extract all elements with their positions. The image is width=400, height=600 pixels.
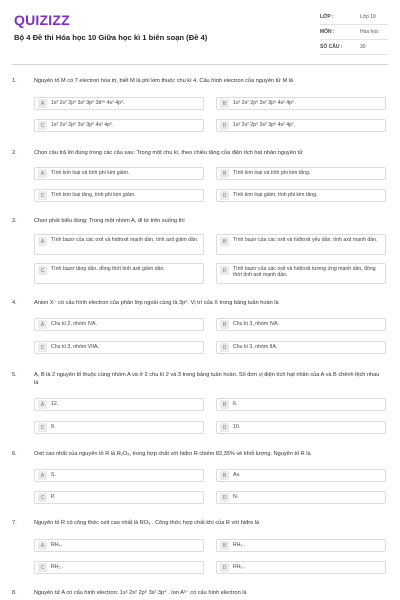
option-a[interactable] [34,97,204,110]
option-c[interactable] [34,421,204,434]
option-text: 1s² 2s² 2p⁶ 3s² 3p⁶ 4s² 4p⁵. [233,100,296,107]
option-text: RH₅ . [233,564,246,571]
option-letter: D [220,343,229,352]
option-b[interactable] [216,234,386,255]
question-number: 4. [12,300,17,306]
option-text: Chu kì 3, nhóm IIA. [233,344,278,351]
option-text: Chu kì 3, nhóm VIIA. [51,344,99,351]
option-a[interactable] [34,167,204,180]
option-letter: D [220,191,229,200]
question-text: Chọn câu trả lời đúng trong các câu sau: Trong một chu kì, theo chiều tăng của điện tích hạt nhân nguyên tử [34,150,303,156]
option-text: RH₄. [51,542,63,549]
option-text: Chu kì 2, nhóm IVA. [51,321,98,328]
option-letter: B [220,400,229,409]
option-b[interactable] [216,539,386,552]
question-text: Anion X⁻ có cấu hình electron của phân lớp ngoài cùng là 3p⁶. Vị trí của X trong bảng tuần hoàn là [34,300,279,306]
option-text: Tính kim loại và tính phi kim tăng. [233,170,311,177]
option-b[interactable] [216,469,386,482]
option-text: 6. [233,401,238,408]
option-letter: C [38,493,47,502]
question-text: Chọn phát biểu đúng: Trong một nhóm A, đi từ trên xuống thì [34,218,185,224]
info-label-subject: MÔN : [320,29,335,35]
option-text: Tính kim loại và tính phi kim giảm. [51,170,130,177]
option-a[interactable] [34,469,204,482]
option-letter: A [38,400,47,409]
option-text: P. [51,494,56,501]
option-letter: D [220,121,229,130]
option-c[interactable] [34,263,204,284]
question-number: 5. [12,372,17,378]
option-letter: B [220,237,229,246]
option-text: 1s² 2s² 2p⁶ 3s² 3p⁶ 4s² 4p⁷. [233,122,296,129]
option-a[interactable] [34,398,204,411]
worksheet-header [0,0,400,62]
quizizz-logo: QUIZIZZ [14,12,70,28]
option-b[interactable] [216,167,386,180]
question-number: 3. [12,218,17,224]
option-text: 10. [233,424,241,431]
option-letter: B [220,169,229,178]
option-a[interactable] [34,318,204,331]
question-text: Nguyên tố M có 7 electron hóa trị, biết M là phi kim thuộc chu kì 4. Cấu hình electron của nguyên tử M là [34,78,294,84]
option-letter: C [38,423,47,432]
option-b[interactable] [216,97,386,110]
option-letter: D [220,423,229,432]
option-text: 8. [51,424,56,431]
option-letter: A [38,237,47,246]
option-letter: B [220,320,229,329]
question-number: 7. [12,520,17,526]
option-letter: A [38,169,47,178]
option-c[interactable] [34,341,204,354]
header-divider [12,64,388,65]
option-letter: C [38,343,47,352]
question-text: A, B là 2 nguyên tố thuộc cùng nhóm A và ở 2 chu kì 2 và 3 trong bảng tuần hoàn. Số đơn vị điện tích hạt nhân của A và B chênh lệch nhau là [34,372,380,386]
option-letter: A [38,320,47,329]
option-letter: D [220,563,229,572]
worksheet-info-table [320,10,388,55]
option-letter: C [38,121,47,130]
option-b[interactable] [216,318,386,331]
info-row-question-count [320,40,388,55]
question-number: 6. [12,451,17,457]
info-row-class [320,10,388,25]
info-value-class: Lớp 10 [360,14,376,20]
option-text: Tính bazơ của các oxit và hiđroxit mạnh dần, tính axit giảm dần. [51,237,199,243]
question-number: 8. [12,590,17,596]
option-letter: A [38,99,47,108]
option-text: RH₃ . [233,542,246,549]
option-letter: D [220,493,229,502]
option-c[interactable] [34,119,204,132]
option-text: Chu kì 3, nhóm IVA. [233,321,280,328]
option-text: 12. [51,401,59,408]
question-number: 2. [12,150,17,156]
question-text: Nguyên tử A có cấu hình electron: 1s² 2s² 2p⁶ 3s² 3p⁴ . Ion A²⁻ có cấu hình electron là [34,590,247,596]
option-d[interactable] [216,561,386,574]
option-d[interactable] [216,189,386,202]
option-text: RH₂ . [51,564,64,571]
info-label-question-count: SỐ CÂU : [320,44,343,50]
option-a[interactable] [34,539,204,552]
option-letter: B [220,541,229,550]
info-value-subject: Hóa học [360,29,379,35]
worksheet-title: Bộ 4 Đề thi Hóa học 10 Giữa học kì 1 biên soạn (Đề 4) [14,33,208,42]
info-value-question-count: 30 [360,44,366,50]
option-letter: D [220,266,229,275]
option-a[interactable] [34,234,204,255]
option-d[interactable] [216,119,386,132]
info-row-subject [320,25,388,40]
option-text: N. [233,494,239,501]
option-text: S. [51,472,56,479]
option-letter: C [38,563,47,572]
option-c[interactable] [34,491,204,504]
question-text: Oxit cao nhất của nguyên tố R là R₂O₅, trong hợp chất với hiđro R chiếm 82,35% về khối lượng. Nguyên tố R là [34,451,311,457]
option-d[interactable] [216,421,386,434]
option-text: Tính bazơ của các oxit và hiđroxit yếu dần, tính axit mạnh dần. [233,237,378,243]
question-text: Nguyên tố R có công thức oxit cao nhất là RO₃ . Công thức hợp chất khí của R với hiđro là [34,520,260,526]
option-c[interactable] [34,189,204,202]
option-letter: C [38,191,47,200]
option-d[interactable] [216,341,386,354]
option-letter: B [220,99,229,108]
option-text: Tính kim loại tăng, tính phi kim giảm. [51,192,136,199]
option-text: Tính bazơ của các oxit và hiđroxit tương ứng mạnh dần, đồng thời tính axit mạnh dần. [233,266,376,279]
question-number: 1. [12,78,17,84]
option-text: As. [233,472,241,479]
option-letter: C [38,266,47,275]
option-letter: A [38,541,47,550]
option-b[interactable] [216,398,386,411]
option-text: 1s² 2s² 2p⁶ 3s² 3p⁶ 3d¹⁰ 4s² 4p⁵. [51,100,125,107]
option-c[interactable] [34,561,204,574]
option-text: 1s² 2s² 2p⁶ 3s² 3p⁶ 4s² 4p⁵. [51,122,114,129]
option-text: Tính kim loại giảm, tính phi kim tăng. [233,192,318,199]
option-text: Tính bazơ tăng dần, đồng thời tính axit giảm dần. [51,266,165,272]
option-letter: B [220,471,229,480]
option-d[interactable] [216,491,386,504]
info-label-class: LỚP : [320,14,334,20]
option-letter: A [38,471,47,480]
option-d[interactable] [216,263,386,284]
